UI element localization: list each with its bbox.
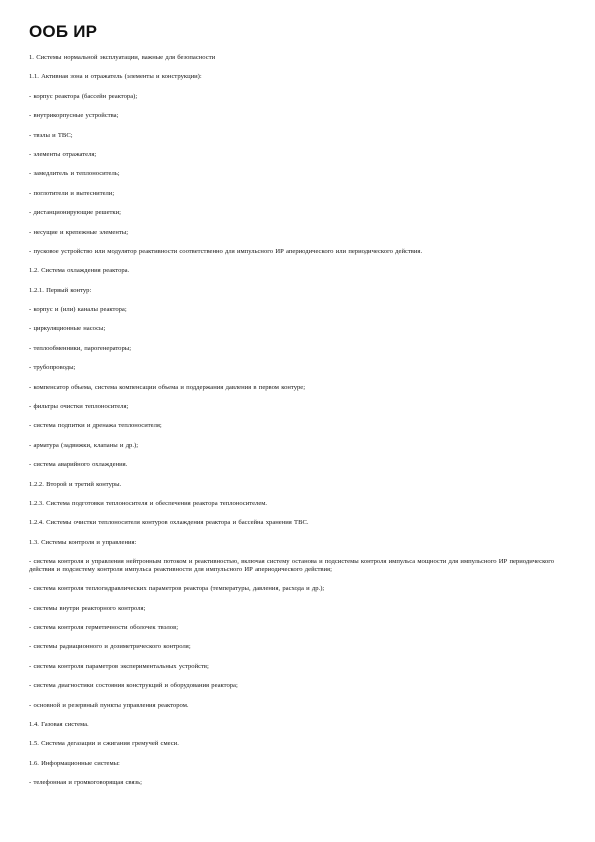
section-heading: 1.5. Система дегазации и сжигания гремучей смеси. (29, 740, 179, 748)
list-item: - система контроля и управления нейтронным потоком и реактивностью, включая систему останова и подсистемы контроля импульса мощности для импульсного ИР периодического действия и подсистему контроля импульса реактивности для импульсного ИР апериодического действия; (29, 558, 555, 574)
list-item: - система контроля герметичности оболочек твэлов; (29, 623, 179, 631)
list-item: - несущие и крепежные элементы; (29, 228, 129, 236)
list-item: - замедлитель и теплоноситель; (29, 170, 120, 178)
list-item: - система подпитки и дренажа теплоносителя; (29, 422, 162, 430)
list-item: - пусковое устройство или модулятор реактивности соответственно для импульсного ИР апериодического или периодического действия. (29, 247, 423, 255)
list-item: - поглотители и вытеснители; (29, 189, 115, 197)
list-item: - телефонная и громкоговорящая связь; (29, 779, 142, 787)
section-heading: 1.2.2. Второй и третий контуры. (29, 480, 122, 488)
list-item: - основной и резервный пункты управления реактором. (29, 701, 189, 709)
list-item: - дистанционирующие решетки; (29, 209, 121, 217)
list-item: - корпус и (или) каналы реактора; (29, 306, 127, 314)
list-item: - система контроля параметров экспериментальных устройств; (29, 662, 209, 670)
list-item: - теплообменники, парогенераторы; (29, 344, 132, 352)
section-heading: 1.6. Информационные системы: (29, 759, 120, 767)
list-item: - фильтры очистки теплоносителя; (29, 403, 129, 411)
list-item: - система аварийного охлаждения. (29, 461, 128, 469)
section-heading: 1.1. Активная зона и отражатель (элементы и конструкции): (29, 73, 202, 81)
section-heading: 1.2.3. Система подготовки теплоносителя и обеспечения реактора теплоносителем. (29, 499, 268, 507)
list-item: - циркуляционные насосы; (29, 325, 106, 333)
section-heading: 1.2. Система охлаждения реактора. (29, 267, 130, 275)
list-item: - арматура (задвижки, клапаны и др.); (29, 441, 139, 449)
list-item: - система контроля теплогидравлических параметров реактора (температуры, давления, расхода и др.); (29, 585, 325, 593)
section-heading: 1. Системы нормальной эксплуатации, важные для безопасности (29, 54, 216, 61)
document-body (29, 54, 565, 787)
list-item: - элементы отражателя; (29, 150, 97, 158)
list-item: - системы радиационного и дозиметрического контроля; (29, 643, 191, 651)
list-item: - твэлы и ТВС; (29, 131, 73, 139)
section-heading: 1.4. Газовая система. (29, 720, 89, 728)
section-heading: 1.2.1. Первый контур: (29, 286, 92, 294)
section-heading: 1.3. Системы контроля и управления: (29, 538, 137, 546)
list-item: - корпус реактора (бассейн реактора); (29, 92, 138, 100)
list-item: - внутрикорпусные устройства; (29, 112, 119, 120)
document-title: ООБ ИР (29, 22, 98, 41)
list-item: - системы внутри реакторного контроля; (29, 604, 146, 612)
list-item: - трубопроводы; (29, 364, 76, 372)
section-heading: 1.2.4. Системы очистки теплоносителя контуров охлаждения реактора и бассейна хранения ТВС. (29, 519, 309, 527)
list-item: - компенсатор объема, система компенсации объема и поддержания давления в первом контуре; (29, 383, 306, 391)
list-item: - система диагностики состояния конструкций и оборудования реактора; (29, 682, 238, 690)
